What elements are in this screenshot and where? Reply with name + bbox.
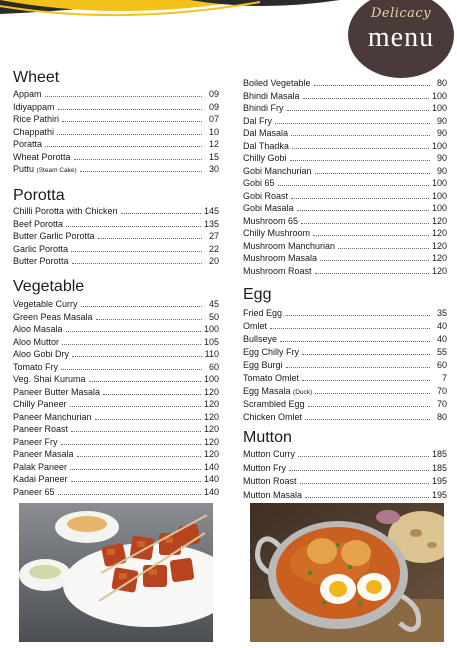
menu-item: Kadai Paneer 140: [13, 474, 219, 484]
menu-item: Vegetable Curry 45: [13, 299, 219, 309]
menu-item: Mushroom Roast 120: [243, 265, 447, 276]
menu-item: Poratta 12: [13, 139, 219, 149]
menu-item: Veg. Shai Kuruma 100: [13, 374, 219, 384]
menu-item: Beef Porotta 135: [13, 218, 219, 229]
menu-item: Palak Paneer 140: [13, 461, 219, 472]
menu-item: Paneer Roast 120: [13, 424, 219, 434]
menu-title: menu: [367, 22, 435, 53]
menu-item: Paneer Masala 120: [13, 449, 219, 459]
menu-item: Idiyappam 09: [13, 101, 219, 112]
menu-item: Mushroom Manchurian 120: [243, 240, 447, 251]
menu-item: Paneer 65 140: [13, 486, 219, 497]
menu-item: Omlet 40: [243, 321, 447, 331]
section-title-vegetable: Vegetable: [13, 278, 85, 295]
paneer-tikka-photo: [19, 503, 213, 642]
menu-item: Aloo Muttor 105: [13, 336, 219, 347]
menu-item: Gobi 65 100: [243, 178, 447, 188]
menu-item: Gobi Masala 100: [243, 203, 447, 213]
menu-item: Chilli Porotta with Chicken 145: [13, 206, 219, 216]
menu-item: Chilly Paneer 120: [13, 399, 219, 409]
section-title-porotta: Porotta: [13, 187, 65, 204]
egg-curry-photo: [250, 503, 444, 642]
menu-item: Chappathi 10: [13, 126, 219, 137]
menu-item: Boiled Vegetable 80: [243, 78, 447, 88]
menu-item: Paneer Manchurian 120: [13, 411, 219, 422]
section-title-mutton: Mutton: [243, 429, 292, 446]
menu-item: Tomato Omlet 7: [243, 373, 447, 383]
menu-item: Tomato Fry 60: [13, 361, 219, 372]
menu-item: Appam 09: [13, 89, 219, 99]
menu-item: Bhindi Fry 100: [243, 103, 447, 113]
menu-item: Green Peas Masala 50: [13, 311, 219, 322]
menu-item: Bhindi Masala 100: [243, 90, 447, 101]
menu-item: Butter Porotta 20: [13, 256, 219, 266]
menu-item: Mutton Roast 195: [243, 476, 447, 486]
menu-item: Dal Thadka 100: [243, 140, 447, 151]
menu-item: Scrambled Egg 70: [243, 399, 447, 409]
menu-item: Garlic Porotta 22: [13, 243, 219, 254]
menu-item: Egg Masala (Duck) 70: [243, 386, 447, 396]
menu-item: Chilly Mushroom 120: [243, 228, 447, 238]
section-title-wheet: Wheet: [13, 69, 60, 86]
menu-item: Mushroom Masala 120: [243, 253, 447, 263]
section-title-egg: Egg: [243, 286, 272, 303]
menu-item: Chicken Omlet 80: [243, 412, 447, 422]
menu-item: Bullseye 40: [243, 334, 447, 344]
menu-item: Wheat Porotta 15: [13, 151, 219, 162]
menu-item: Aloo Gobi Dry 110: [13, 349, 219, 359]
menu-item: Mutton Masala 195: [243, 489, 447, 500]
menu-badge: [348, 0, 454, 78]
menu-item: Mushroom 65 120: [243, 215, 447, 226]
menu-item: Gobi Roast 100: [243, 190, 447, 201]
menu-item: Mutton Fry 185: [243, 462, 447, 473]
menu-item: Gobi Manchurian 90: [243, 165, 447, 176]
menu-item: Butter Garlic Porotta 27: [13, 231, 219, 241]
menu-item: Egg Chilly Fry 55: [243, 347, 447, 357]
menu-item: Chilly Gobi 90: [243, 153, 447, 163]
menu-item: Dal Fry 90: [243, 115, 447, 126]
brand-name: Delicacy: [370, 6, 432, 21]
menu-item: Paneer Butter Masala 120: [13, 386, 219, 397]
menu-item: Mutton Curry 185: [243, 449, 447, 459]
menu-item: Puttu (Steam Cake) 30: [13, 164, 219, 174]
menu-item: Aloo Masala 100: [13, 324, 219, 334]
menu-item: Rice Pathiri 07: [13, 114, 219, 124]
menu-item: Fried Egg 35: [243, 308, 447, 318]
menu-item: Dal Masala 90: [243, 128, 447, 138]
menu-item: Egg Burgi 60: [243, 360, 447, 370]
menu-item: Paneer Fry 120: [13, 436, 219, 447]
